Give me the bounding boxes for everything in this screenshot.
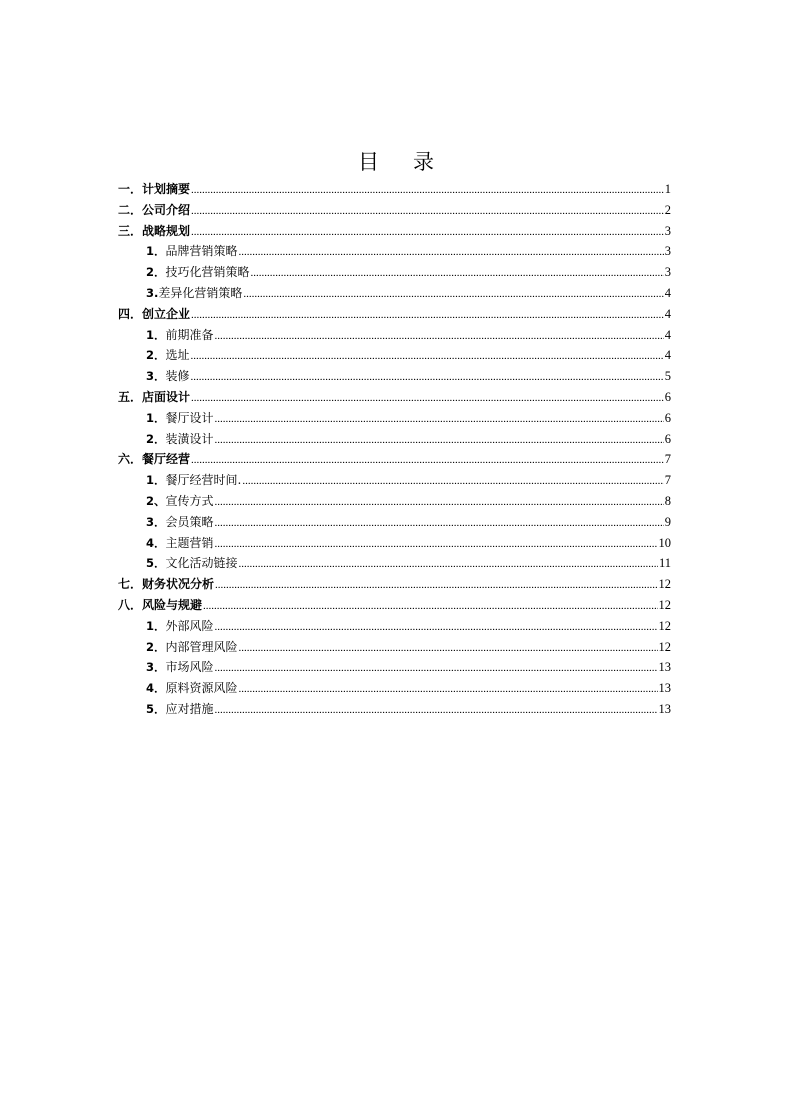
- toc-entry-page: 6: [664, 410, 671, 425]
- dot-leader: [191, 222, 664, 243]
- toc-entry-page: 12: [658, 597, 671, 612]
- toc-entry-number: 六．: [118, 452, 143, 467]
- toc-title-char-2: 录: [413, 150, 434, 174]
- toc-entry-label: 餐厅设计: [165, 410, 214, 425]
- toc-entry-number: 1．: [146, 244, 166, 259]
- dot-leader: [191, 201, 664, 222]
- toc-entry-label: 差异化营销策略: [158, 285, 243, 300]
- toc-entry-label: 文化活动链接: [165, 556, 238, 571]
- toc-entry[interactable]: [118, 304, 671, 325]
- dot-leader: [191, 367, 664, 388]
- dot-leader: [239, 242, 664, 263]
- toc-entry-page: 4: [664, 327, 671, 342]
- toc-subentry[interactable]: [118, 512, 671, 533]
- toc-subentry[interactable]: [118, 637, 671, 658]
- toc-entry-label: 计划摘要: [142, 182, 191, 196]
- toc-entry-page: 4: [664, 306, 671, 321]
- toc-entry-label: 风险与规避: [142, 597, 203, 612]
- toc-entry-number: 四．: [118, 306, 143, 321]
- toc-entry-number: 1．: [146, 410, 166, 425]
- toc-entry-page: 4: [664, 285, 671, 300]
- toc-entry[interactable]: [118, 449, 671, 470]
- dot-leader: [215, 575, 657, 596]
- toc-entry-label: 餐厅经营时间.: [165, 473, 242, 488]
- toc-entry[interactable]: [118, 595, 671, 616]
- dot-leader: [215, 326, 664, 347]
- dot-leader: [191, 305, 664, 326]
- toc-entry-page: 1: [664, 182, 671, 196]
- toc-entry-label: 外部风险: [165, 618, 214, 633]
- toc-list: [118, 179, 671, 720]
- toc-entry[interactable]: [118, 179, 671, 200]
- toc-entry-page: 3: [664, 265, 671, 280]
- dot-leader: [215, 409, 664, 430]
- toc-entry-page: 10: [658, 535, 671, 550]
- toc-entry-number: 2．: [146, 265, 166, 280]
- toc-subentry[interactable]: [118, 553, 671, 574]
- toc-subentry[interactable]: [118, 366, 671, 387]
- toc-entry-label: 装潢设计: [165, 431, 214, 446]
- toc-entry-number: 4．: [146, 535, 166, 550]
- toc-subentry[interactable]: [118, 491, 671, 512]
- toc-entry-page: 6: [664, 431, 671, 446]
- toc-entry-page: 12: [658, 618, 671, 633]
- dot-leader: [191, 180, 664, 201]
- toc-entry[interactable]: [118, 574, 671, 595]
- toc-entry-number: 一．: [118, 182, 143, 196]
- toc-subentry[interactable]: [118, 699, 671, 720]
- dot-leader: [239, 638, 658, 659]
- toc-entry-number: 3．: [146, 514, 166, 529]
- toc-entry[interactable]: [118, 200, 671, 221]
- toc-entry-label: 原料资源风险: [165, 681, 238, 696]
- toc-entry-label: 品牌营销策略: [165, 244, 238, 259]
- toc-entry-label: 战略规划: [142, 223, 191, 238]
- toc-entry-page: 12: [658, 577, 671, 592]
- toc-entry-label: 应对措施: [165, 701, 214, 716]
- dot-leader: [215, 513, 664, 534]
- toc-subentry[interactable]: [118, 678, 671, 699]
- toc-entry-label: 技巧化营销策略: [165, 265, 250, 280]
- toc-entry-number: 2．: [146, 639, 166, 654]
- toc-subentry[interactable]: [118, 429, 671, 450]
- toc-entry-number: 4．: [146, 681, 166, 696]
- dot-leader: [215, 617, 658, 638]
- toc-entry-number: 3．: [146, 369, 166, 384]
- toc-entry-number: 七．: [118, 577, 143, 592]
- toc-entry-label: 前期准备: [165, 327, 214, 342]
- toc-entry-label: 宣传方式: [165, 493, 214, 508]
- toc-subentry[interactable]: [118, 283, 671, 304]
- toc-entry-number: 5．: [146, 701, 166, 716]
- toc-entry-number: 2、: [146, 493, 166, 508]
- toc-title-char-1: 目: [358, 150, 379, 174]
- toc-entry-label: 市场风险: [165, 660, 214, 675]
- toc-subentry[interactable]: [118, 325, 671, 346]
- toc-entry-number: 3．: [146, 660, 166, 675]
- dot-leader: [215, 534, 658, 555]
- toc-entry[interactable]: [118, 221, 671, 242]
- toc-subentry[interactable]: [118, 616, 671, 637]
- toc-entry-number: 1．: [146, 618, 166, 633]
- toc-entry-page: 7: [664, 452, 671, 467]
- toc-entry-page: 13: [658, 660, 671, 675]
- toc-entry[interactable]: [118, 387, 671, 408]
- toc-subentry[interactable]: [118, 262, 671, 283]
- toc-entry-page: 13: [658, 681, 671, 696]
- toc-subentry[interactable]: [118, 408, 671, 429]
- toc-entry-page: 12: [658, 639, 671, 654]
- dot-leader: [242, 471, 663, 492]
- toc-entry-page: 11: [658, 556, 671, 571]
- dot-leader: [243, 284, 663, 305]
- toc-entry-page: 7: [664, 473, 671, 488]
- toc-entry-number: 1．: [146, 327, 166, 342]
- toc-entry-page: 5: [664, 369, 671, 384]
- toc-entry-page: 3: [664, 244, 671, 259]
- dot-leader: [191, 450, 664, 471]
- toc-subentry[interactable]: [118, 345, 671, 366]
- dot-leader: [239, 554, 658, 575]
- toc-subentry[interactable]: [118, 533, 671, 554]
- toc-entry-label: 主题营销: [165, 535, 214, 550]
- toc-entry-page: 8: [664, 493, 671, 508]
- dot-leader: [191, 388, 664, 409]
- toc-entry-page: 3: [664, 223, 671, 238]
- toc-entry-label: 餐厅经营: [142, 452, 191, 467]
- toc-entry-number: 2．: [146, 348, 166, 363]
- toc-entry-number: 2．: [146, 431, 166, 446]
- toc-entry-page: 6: [664, 389, 671, 404]
- dot-leader: [215, 492, 664, 513]
- toc-entry-page: 4: [664, 348, 671, 363]
- dot-leader: [215, 700, 658, 721]
- toc-subentry[interactable]: [118, 470, 671, 491]
- toc-entry-number: 五．: [118, 389, 143, 404]
- dot-leader: [203, 596, 657, 617]
- toc-entry-label: 装修: [165, 369, 190, 384]
- toc-entry-number: 三．: [118, 223, 143, 238]
- toc-subentry[interactable]: [118, 657, 671, 678]
- toc-entry-label: 内部管理风险: [165, 639, 238, 654]
- dot-leader: [251, 263, 664, 284]
- toc-title: [0, 146, 792, 176]
- toc-entry-number: 八．: [118, 597, 143, 612]
- dot-leader: [239, 679, 658, 700]
- dot-leader: [215, 430, 664, 451]
- dot-leader: [215, 658, 658, 679]
- toc-entry-number: 3.: [146, 285, 159, 300]
- toc-entry-page: 9: [664, 514, 671, 529]
- toc-entry-number: 1．: [146, 473, 166, 488]
- toc-entry-page: 13: [658, 701, 671, 716]
- toc-entry-number: 二．: [118, 202, 143, 217]
- toc-entry-label: 公司介绍: [142, 202, 191, 217]
- toc-entry-label: 选址: [165, 348, 190, 363]
- dot-leader: [191, 346, 664, 367]
- toc-entry-label: 创立企业: [142, 306, 191, 321]
- toc-entry-label: 店面设计: [142, 389, 191, 404]
- toc-entry-label: 会员策略: [165, 514, 214, 529]
- toc-subentry[interactable]: [118, 241, 671, 262]
- toc-entry-page: 2: [664, 202, 671, 217]
- toc-entry-label: 财务状况分析: [142, 577, 215, 592]
- toc-entry-number: 5．: [146, 556, 166, 571]
